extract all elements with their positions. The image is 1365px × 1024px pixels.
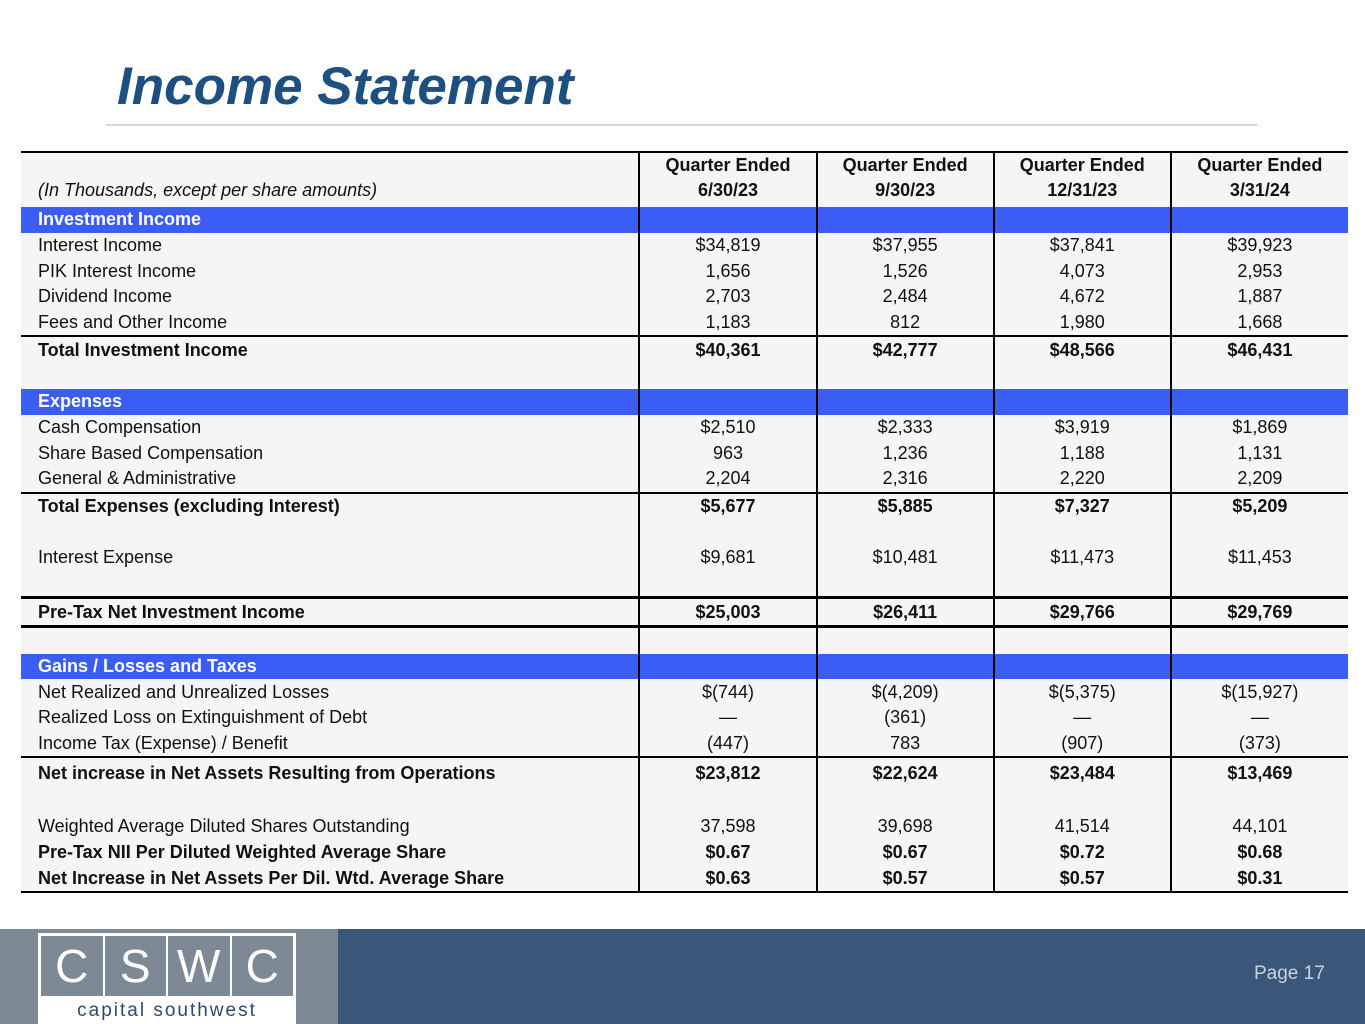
column-header-q2: Quarter Ended 9/30/23 (817, 152, 994, 207)
logo-wordmark: capital southwest (77, 1000, 257, 1021)
table-row: Cash Compensation $2,510 $2,333 $3,919 $1,869 (21, 415, 1348, 441)
logo-letter: C (245, 940, 279, 992)
logo-letter: C (41, 936, 105, 996)
total-row: Total Expenses (excluding Interest) $5,677 $5,885 $7,327 $5,209 (21, 493, 1348, 520)
total-row: Net increase in Net Assets Resulting from Operations $23,812 $22,624 $23,484 $13,469 (21, 757, 1348, 788)
table-row: Interest Income $34,819 $37,955 $37,841 $39,923 (21, 233, 1348, 259)
logo-letter: W (168, 936, 232, 996)
table-row: Share Based Compensation 963 1,236 1,188 1,131 (21, 440, 1348, 466)
page-title: Income Statement (117, 57, 574, 116)
per-share-row: Pre-Tax NII Per Diluted Weighted Average Share $0.67 $0.67 $0.72 $0.68 (21, 840, 1348, 866)
column-header-q3: Quarter Ended 12/31/23 (994, 152, 1171, 207)
page-number: Page 17 (1254, 963, 1325, 984)
total-row: Pre-Tax Net Investment Income $25,003 $26,411 $29,766 $29,769 (21, 598, 1348, 627)
section-header-gains-losses-taxes: Gains / Losses and Taxes (21, 654, 1348, 680)
logo-letters (41, 936, 293, 996)
spacer-row (21, 627, 1348, 654)
table-row: Weighted Average Diluted Shares Outstanding 37,598 39,698 41,514 44,101 (21, 814, 1348, 840)
per-share-row: Net Increase in Net Assets Per Dil. Wtd. Average Share $0.63 $0.57 $0.57 $0.31 (21, 866, 1348, 893)
logo-letter: S (105, 936, 169, 996)
table-row: General & Administrative 2,204 2,316 2,220 2,209 (21, 466, 1348, 493)
table-row: Fees and Other Income 1,183 812 1,980 1,668 (21, 310, 1348, 337)
table-header-row (21, 152, 1348, 207)
table-row: Net Realized and Unrealized Losses $(744) $(4,209) $(5,375) $(15,927) (21, 679, 1348, 705)
income-statement-table (21, 151, 1348, 893)
table-row: PIK Interest Income 1,656 1,526 4,073 2,953 (21, 258, 1348, 284)
table-row: Dividend Income 2,703 2,484 4,672 1,887 (21, 284, 1348, 310)
column-header-q4: Quarter Ended 3/31/24 (1171, 152, 1348, 207)
column-header-q1: Quarter Ended 6/30/23 (639, 152, 816, 207)
title-divider (106, 124, 1257, 126)
total-row: Total Investment Income $40,361 $42,777 $48,566 $46,431 (21, 336, 1348, 363)
spacer-row (21, 788, 1348, 814)
table-row: Interest Expense $9,681 $10,481 $11,473 $11,453 (21, 545, 1348, 571)
spacer-row (21, 363, 1348, 389)
section-header-investment-income: Investment Income (21, 207, 1348, 233)
spacer-row (21, 571, 1348, 598)
section-header-expenses: Expenses (21, 389, 1348, 415)
units-note: (In Thousands, except per share amounts) (38, 180, 378, 200)
table-row: Realized Loss on Extinguishment of Debt — (361) — — (21, 705, 1348, 731)
spacer-row (21, 519, 1348, 545)
table-row: Income Tax (Expense) / Benefit (447) 783 (907) (373) (21, 731, 1348, 758)
